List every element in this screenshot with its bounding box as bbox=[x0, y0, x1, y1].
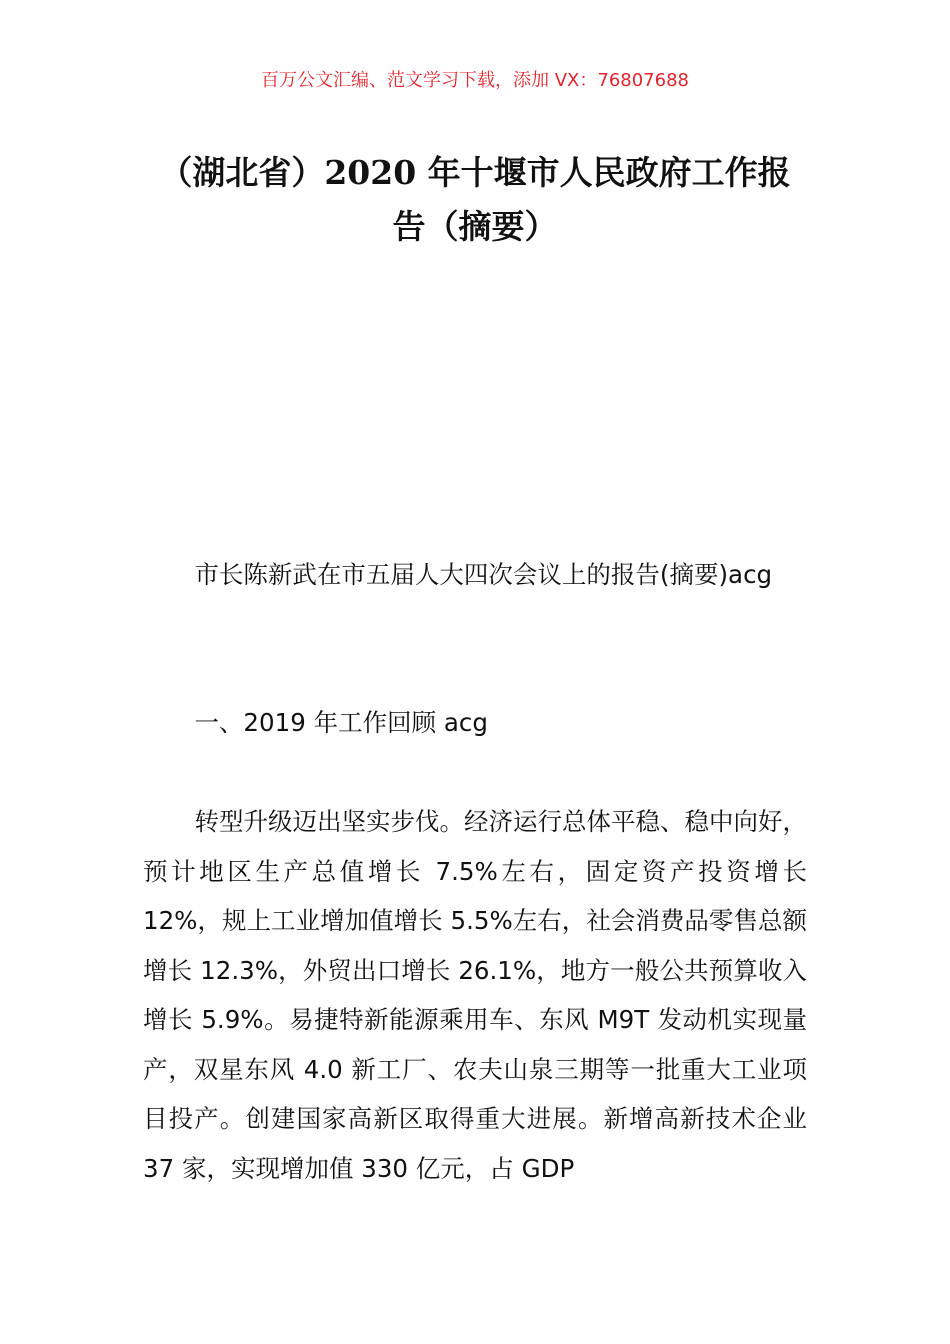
review-paragraph: 转型升级迈出坚实步伐。经济运行总体平稳、稳中向好，预计地区生产总值增长 7.5%左右，固定资产投资增长 12%，规上工业增加值增长 5.5%左右，社会消费品零售总额增长 12.3%，外贸出口增长 26.1%，地方一般公共预算收入增长 5.9%。易捷特新能源乘用车、东风 M9T 发动机实现量产，双星东风 4.0 新工厂、农夫山泉三期等一批重大工业项目投产。创建国家高新区取得重大进展。新增高新技术企业 37 家，实现增加值 330 亿元，占 GDP bbox=[143, 807, 807, 1183]
report-subtitle: 市长陈新武在市五届人大四次会议上的报告(摘要)acg bbox=[194, 560, 773, 589]
title-line-2: 告（摘要） bbox=[392, 207, 558, 246]
title-line-1: （湖北省）2020 年十堰市人民政府工作报 bbox=[159, 153, 791, 192]
header-promo-note: 百万公文汇编、范文学习下载，添加 VX：76807688 bbox=[261, 70, 689, 91]
document-title bbox=[140, 146, 810, 254]
section-heading: 一、2019 年工作回顾 acg bbox=[194, 708, 488, 737]
